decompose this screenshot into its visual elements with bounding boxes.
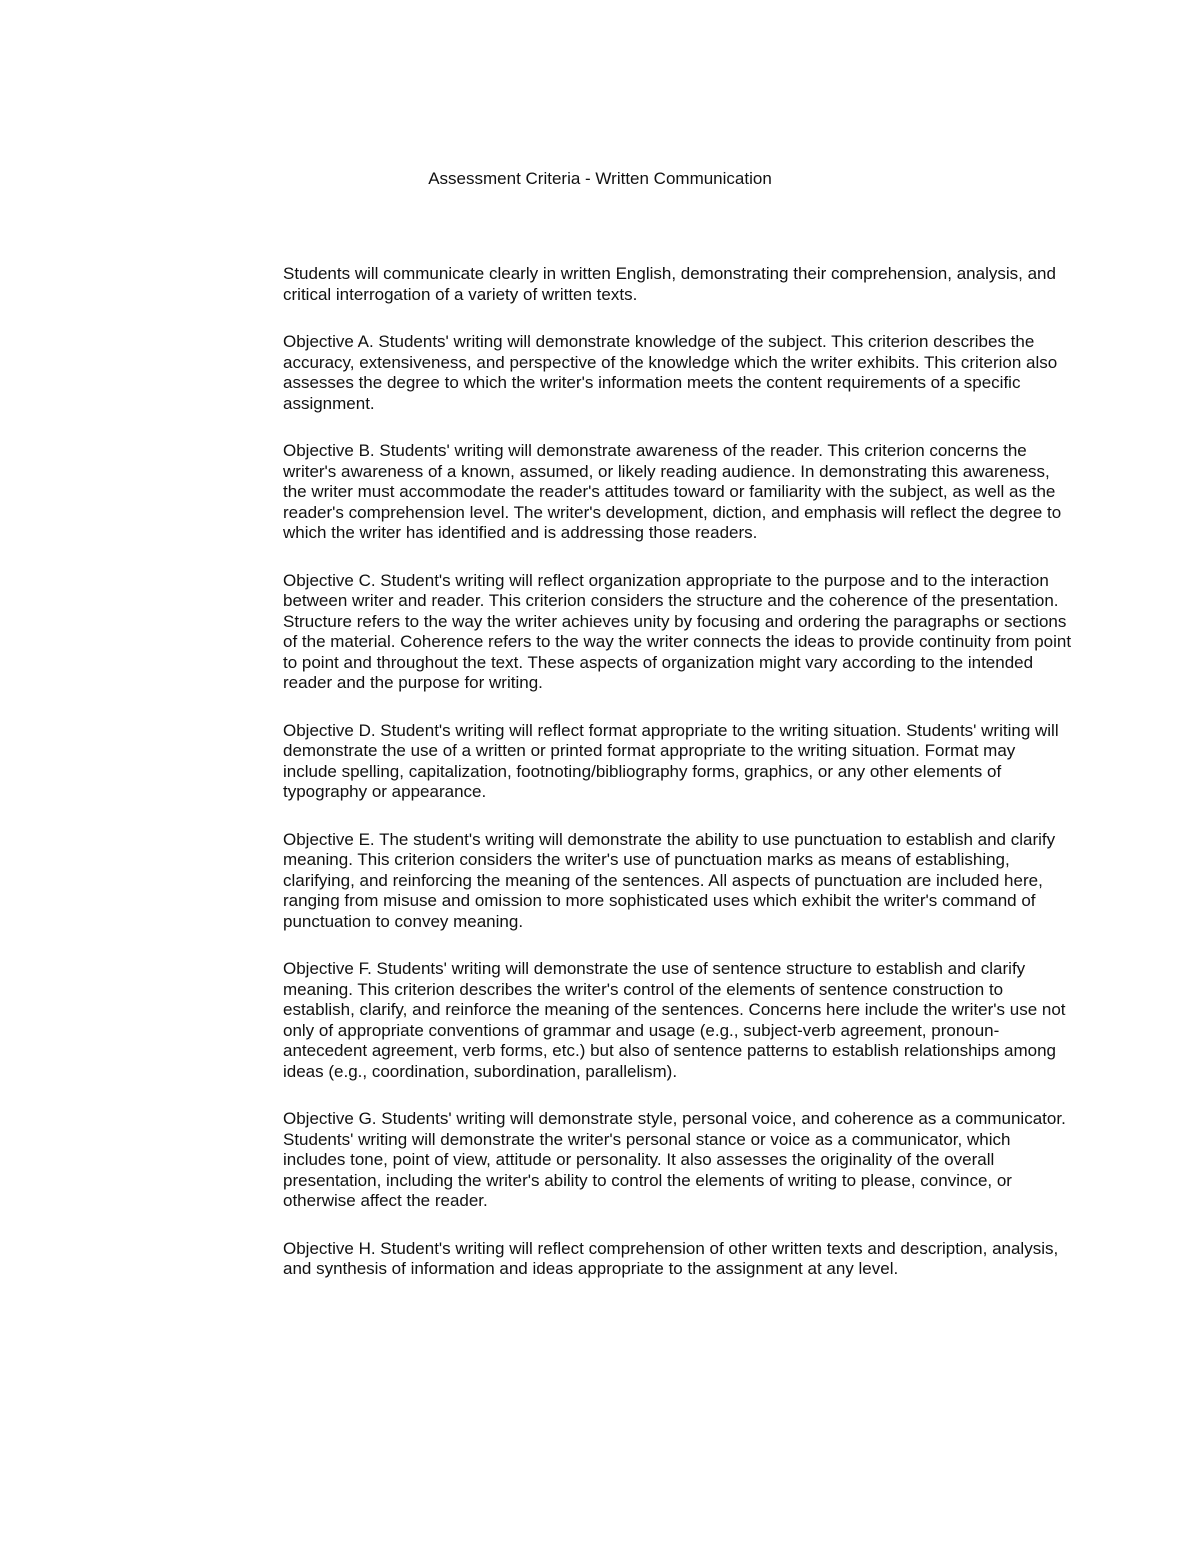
document-body [283,264,1073,1307]
objective-c-paragraph: Objective C. Student's writing will reflect organization appropriate to the purpose and to the interaction between writer and reader. This criterion considers the structure and the coherence of the presentation. Structure refers to the way the writer achieves unity by focusing and ordering the paragraphs or sections of the material. Coherence refers to the way the writer connects the ideas to provide continuity from point to point and throughout the text. These aspects of organization might vary according to the intended reader and the purpose for writing. [283,570,1072,692]
objective-d-paragraph: Objective D. Student's writing will reflect format appropriate to the writing situation. Students' writing will demonstrate the use of a written or printed format appropriate to the writing situation. Format may include spelling, capitalization, footnoting/bibliography forms, graphics, or any other elements of typography or appearance. [283,720,1059,801]
objective-h-paragraph: Objective H. Student's writing will reflect comprehension of other written texts and description, analysis, and synthesis of information and ideas appropriate to the assignment at any level. [283,1238,1059,1278]
objective-g-paragraph: Objective G. Students' writing will demonstrate style, personal voice, and coherence as a communicator. Students' writing will demonstrate the writer's personal stance or voice as a communicator, which includes tone, point of view, attitude or personality. It also assesses the originality of the overall presentation, including the writer's ability to control the elements of writing to please, convince, or otherwise affect the reader. [283,1109,1066,1210]
document-title: Assessment Criteria - Written Communication [428,169,772,188]
objective-f-paragraph: Objective F. Students' writing will demonstrate the use of sentence structure to establish and clarify meaning. This criterion describes the writer's control of the elements of sentence construction to establish, clarify, and reinforce the meaning of the sentences. Concerns here include the writer's use not only of appropriate conventions of grammar and usage (e.g., subject-verb agreement, pronoun-antecedent agreement, verb forms, etc.) but also of sentence patterns to establish relationships among ideas (e.g., coordination, subordination, parallelism). [283,959,1066,1081]
intro-paragraph: Students will communicate clearly in written English, demonstrating their comprehension, analysis, and critical interrogation of a variety of written texts. [283,264,1056,304]
objective-b-paragraph: Objective B. Students' writing will demonstrate awareness of the reader. This criterion concerns the writer's awareness of a known, assumed, or likely reading audience. In demonstrating this awareness, the writer must accommodate the reader's attitudes toward or familiarity with the subject, as well as the reader's comprehension level. The writer's development, diction, and emphasis will reflect the degree to which the writer has identified and is addressing those readers. [283,441,1062,542]
objective-a-paragraph: Objective A. Students' writing will demonstrate knowledge of the subject. This criterion describes the accuracy, extensiveness, and perspective of the knowledge which the writer exhibits. This criterion also assesses the degree to which the writer's information meets the content requirements of a specific assignment. [283,332,1058,413]
objective-e-paragraph: Objective E. The student's writing will demonstrate the ability to use punctuation to establish and clarify meaning. This criterion considers the writer's use of punctuation marks as means of establishing, clarifying, and reinforcing the meaning of the sentences. All aspects of punctuation are included here, ranging from misuse and omission to more sophisticated uses which exhibit the writer's command of punctuation to convey meaning. [283,829,1056,931]
